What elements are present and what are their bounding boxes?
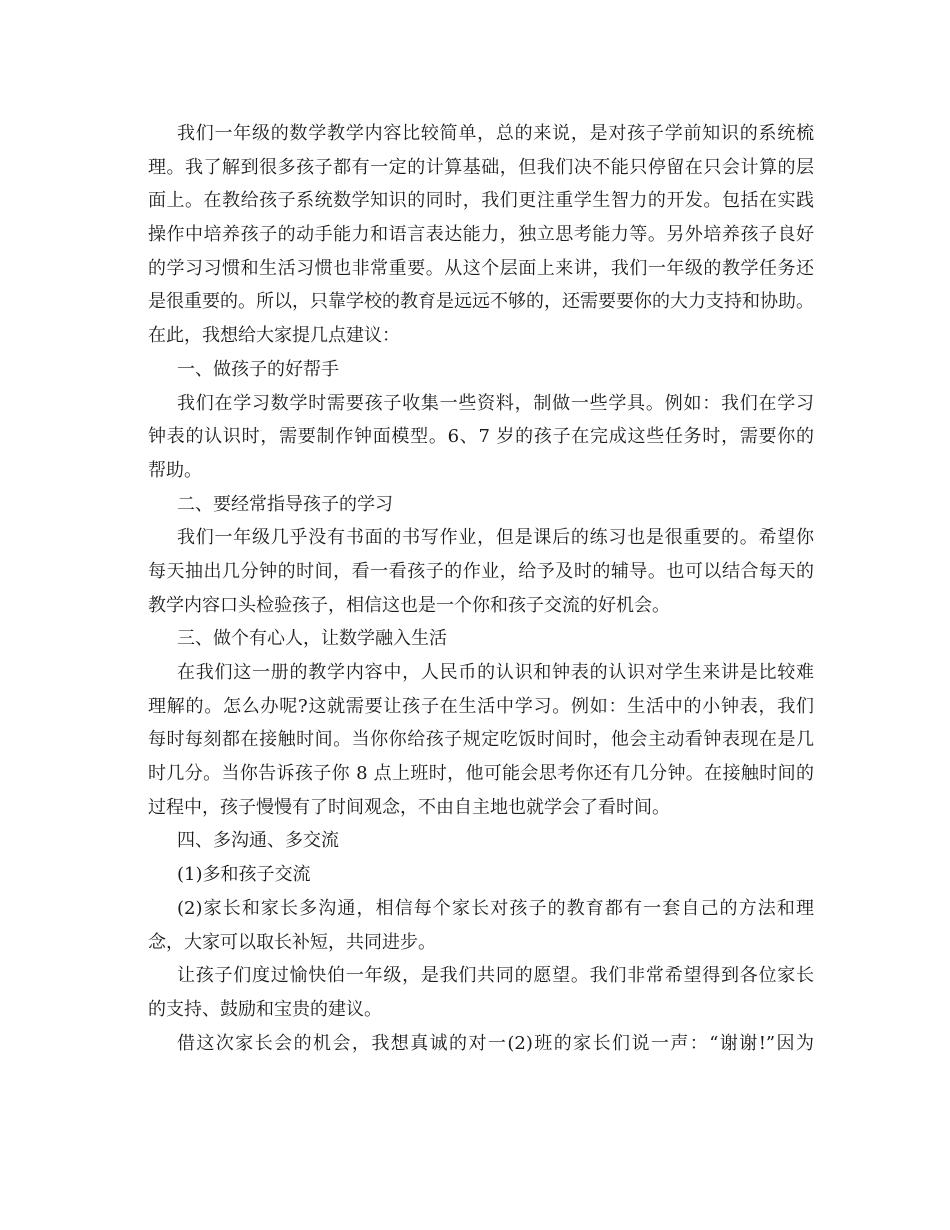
document-line: 在我们这一册的教学内容中，人民币的认识和钟表的认识对学生来讲是比较难	[177, 662, 814, 683]
document-line: (1)多和孩子交流	[177, 864, 311, 886]
document-line: 我们在学习数学时需要孩子收集一些资料，制做一些学具。例如：我们在学习	[177, 392, 814, 414]
document-line: 每天抽出几分钟的时间，看一看孩子的作业，给予及时的辅导。也可以结合每天的	[148, 560, 814, 582]
document-line: 时几分。当你告诉孩子你 8 点上班时，他可能会思考你还有几分钟。在接触时间的	[148, 763, 814, 785]
document-line: 让孩子们度过愉快伯一年级，是我们共同的愿望。我们非常希望得到各位家长	[177, 965, 814, 987]
document-line: 的支持、鼓励和宝贵的建议。	[148, 998, 382, 1020]
document-line: 过程中，孩子慢慢有了时间观念，不由自主地也就学会了看时间。	[148, 796, 670, 818]
document-body	[148, 117, 814, 1060]
document-page	[148, 117, 814, 1060]
document-line: 二、要经常指导孩子的学习	[177, 493, 393, 515]
document-line: 每时每刻都在接触时间。当你你给孩子规定吃饭时间时，他会主动看钟表现在是几	[148, 729, 814, 751]
document-line: 理解的。怎么办呢?这就需要让孩子在生活中学习。例如：生活中的小钟表，我们	[148, 695, 814, 717]
document-line: (2)家长和家长多沟通，相信每个家长对孩子的教育都有一套自己的方法和理	[177, 897, 814, 919]
document-line: 是很重要的。所以，只靠学校的教育是远远不够的，还需要要你的大力支持和协助。	[148, 291, 814, 313]
document-line: 借这次家长会的机会，我想真诚的对一(2)班的家长们说一声：“谢谢!”因为	[177, 1032, 814, 1054]
document-line: 一、做孩子的好帮手	[177, 358, 339, 380]
document-line: 面上。在教给孩子系统数学知识的同时，我们更注重学生智力的开发。包括在实践	[148, 190, 814, 212]
document-line: 操作中培养孩子的动手能力和语言表达能力，独立思考能力等。另外培养孩子良好	[148, 224, 814, 246]
document-line: 四、多沟通、多交流	[177, 830, 339, 852]
document-line: 我们一年级的数学教学内容比较简单，总的来说，是对孩子学前知识的系统梳	[177, 123, 814, 144]
document-line: 理。我了解到很多孩子都有一定的计算基础，但我们决不能只停留在只会计算的层	[148, 156, 814, 178]
document-line: 念，大家可以取长补短，共同进步。	[148, 931, 436, 953]
document-line: 在此，我想给大家提几点建议：	[148, 325, 400, 347]
document-line: 帮助。	[148, 459, 202, 481]
document-line: 的学习习惯和生活习惯也非常重要。从这个层面上来讲，我们一年级的教学任务还	[148, 257, 814, 279]
document-line: 我们一年级几乎没有书面的书写作业，但是课后的练习也是很重要的。希望你	[177, 527, 814, 549]
document-line: 三、做个有心人，让数学融入生活	[177, 628, 447, 650]
document-line: 钟表的认识时，需要制作钟面模型。6、7 岁的孩子在完成这些任务时，需要你的	[148, 426, 814, 448]
document-line: 教学内容口头检验孩子，相信这也是一个你和孩子交流的好机会。	[148, 594, 670, 616]
